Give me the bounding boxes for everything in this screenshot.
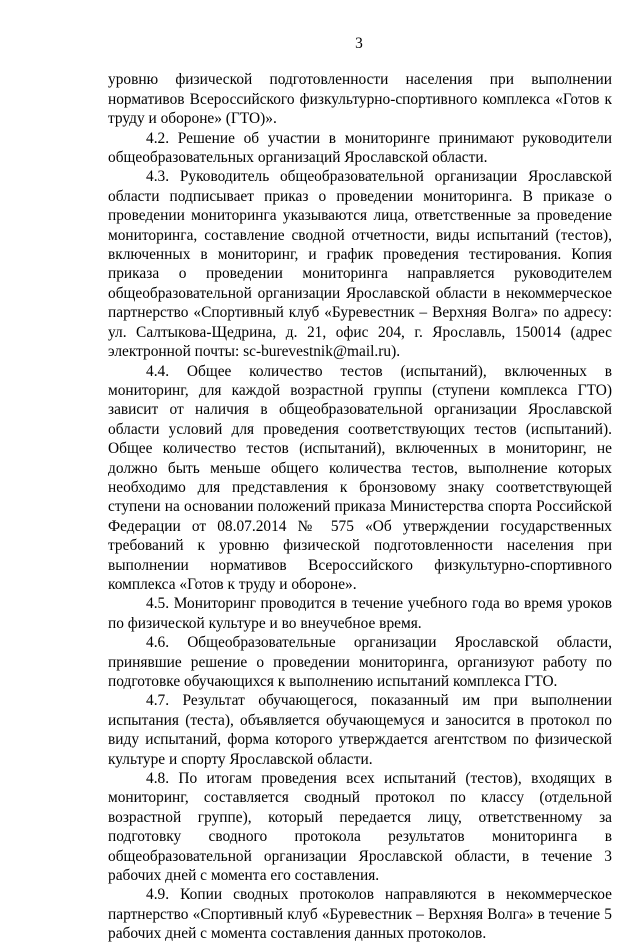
paragraph-continuation: уровню физической подготовленности населения при выполнении нормативов Всероссийского физкультурно-спортивного комплекса «Готов к труду и обороне» (ГТО)». [108, 71, 612, 128]
paragraph-4-3: 4.3. Руководитель общеобразовательной организации Ярославской области подписывает приказ о проведении мониторинга. В приказе о проведении мониторинга указываются лица, ответственные за проведение мониторинга, составление сводной отчетности, виды испытаний (тестов), включенных в мониторинг, и график проведения тестирования. Копия приказа о проведении мониторинга направляется руководителем общеобразовательной организации Ярославской области в некоммерческое партнерство «Спортивный клуб «Буревестник – Верхняя Волга» по адресу: ул. Салтыкова-Щедрина, д. 21, офис 204, г. Ярославль, 150014 (адрес электронной почты: sc-burevestnik@mail.ru). [108, 168, 612, 361]
paragraph-4-7: 4.7. Результат обучающегося, показанный им при выполнении испытания (теста), объявляется обучающемуся и заносится в протокол по виду испытаний, форма которого утверждается агентством по физической культуре и спорту Ярославской области. [108, 692, 612, 768]
paragraph-4-5: 4.5. Мониторинг проводится в течение учебного года во время уроков по физической культуре и во внеучебное время. [108, 595, 612, 632]
page-number: 3 [355, 35, 363, 52]
paragraph-4-6: 4.6. Общеобразовательные организации Ярославской области, принявшие решение о проведении мониторинга, организуют работу по подготовке обучающихся к выполнению испытаний комплекса ГТО. [108, 634, 612, 690]
paragraph-4-4: 4.4. Общее количество тестов (испытаний), включенных в мониторинг, для каждой возрастной группы (ступени комплекса ГТО) зависит от наличия в общеобразовательной организации Ярославской области условий для проведения соответствующих тестов (испытаний). Общее количество тестов (испытаний), включенных в мониторинг, не должно быть меньше общего количества тестов, выполнение которых необходимо для представления к бронзовому знаку соответствующей ступени на основании положений приказа Министерства спорта Российской Федерации от 08.07.2014 № 575 «Об утверждении государственных требований к уровню физической подготовленности населения при выполнении нормативов Всероссийского физкультурно-спортивного комплекса «Готов к труду и обороне». [108, 362, 612, 593]
paragraph-4-9: 4.9. Копии сводных протоколов направляются в некоммерческое партнерство «Спортивный клуб «Буревестник – Верхняя Волга» в течение 5 рабочих дней с момента составления данных протоколов. [108, 886, 612, 943]
paragraph-4-8: 4.8. По итогам проведения всех испытаний (тестов), входящих в мониторинг, составляется сводный протокол по классу (отдельной возрастной группе), который передается лицу, ответственному за подготовку сводного протокола результатов мониторинга в общеобразовательной организации Ярославской области, в течение 3 рабочих дней с момента его составления. [108, 770, 612, 885]
paragraph-4-2: 4.2. Решение об участии в мониторинге принимают руководители общеобразовательных организаций Ярославской области. [108, 129, 612, 167]
